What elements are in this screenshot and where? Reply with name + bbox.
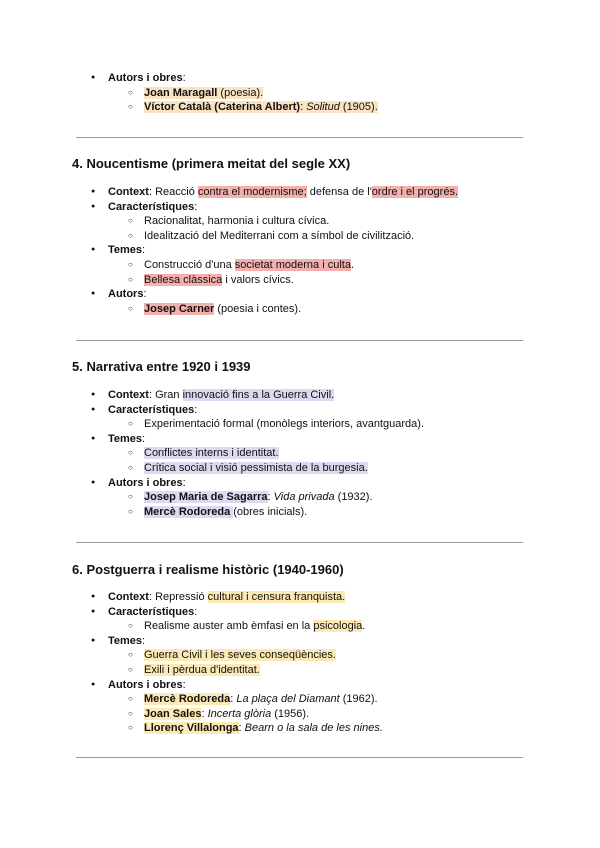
divider	[76, 137, 523, 138]
list-item: ○ Realisme auster amb èmfasi en la psicologia.	[0, 619, 600, 634]
list-item: ○ Crítica social i visió pessimista de la burgesia.	[0, 461, 600, 476]
section-narrativa	[0, 388, 600, 519]
list-item: ● Temes:	[0, 243, 600, 258]
list-item: ● Autors i obres:	[0, 678, 600, 693]
list-item: ○ Guerra Civil i les seves conseqüències.	[0, 648, 600, 663]
list-item: ● Autors:	[0, 287, 600, 302]
list-item: ○ Racionalitat, harmonia i cultura cívica.	[0, 214, 600, 229]
list-item: ○ Joan Sales: Incerta glòria (1956).	[0, 707, 600, 722]
list-item: ○ Exili i pèrdua d'identitat.	[0, 663, 600, 678]
list-item: ● Context: Repressió cultural i censura franquista.	[0, 590, 600, 605]
list-item: ○ Josep Carner (poesia i contes).	[0, 302, 600, 317]
list-item: ○ Experimentació formal (monòlegs interiors, avantguarda).	[0, 417, 600, 432]
list-item: ● Característiques:	[0, 403, 600, 418]
list-item: ● Autors i obres:	[0, 71, 600, 86]
divider	[76, 542, 523, 543]
section-title-noucentisme: 4. Noucentisme (primera meitat del segle XX)	[72, 156, 351, 171]
list-item: ○ Idealització del Mediterrani com a símbol de civilització.	[0, 229, 600, 244]
list-item: ○ Llorenç Villalonga: Bearn o la sala de les nines.	[0, 721, 600, 736]
list-item: ○ Josep Maria de Sagarra: Vida privada (1932).	[0, 490, 600, 505]
list-item: ● Autors i obres:	[0, 476, 600, 491]
list-item: ● Temes:	[0, 432, 600, 447]
section-noucentisme	[0, 185, 600, 316]
divider	[76, 757, 523, 758]
list-item: ○ Construcció d'una societat moderna i culta.	[0, 258, 600, 273]
section-postguerra	[0, 590, 600, 736]
section-title-postguerra: 6. Postguerra i realisme històric (1940-1960)	[72, 562, 344, 577]
section-title-narrativa: 5. Narrativa entre 1920 i 1939	[72, 359, 251, 374]
divider	[76, 340, 523, 341]
list-item: ● Context: Reacció contra el modernisme; defensa de l'ordre i el progrés.	[0, 185, 600, 200]
list-item: ● Temes:	[0, 634, 600, 649]
list-item: ○ Mercè Rodoreda: La plaça del Diamant (1962).	[0, 692, 600, 707]
list-item: ○ Joan Maragall (poesia).	[0, 86, 600, 101]
top-authors-block	[0, 71, 600, 115]
list-item: ○ Mercè Rodoreda (obres inicials).	[0, 505, 600, 520]
list-item: ○ Conflictes interns i identitat.	[0, 446, 600, 461]
list-item: ● Característiques:	[0, 605, 600, 620]
list-item: ● Característiques:	[0, 200, 600, 215]
list-item: ● Context: Gran innovació fins a la Guerra Civil.	[0, 388, 600, 403]
list-item: ○ Bellesa clàssica i valors cívics.	[0, 273, 600, 288]
list-item: ○ Víctor Català (Caterina Albert): Solitud (1905).	[0, 100, 600, 115]
